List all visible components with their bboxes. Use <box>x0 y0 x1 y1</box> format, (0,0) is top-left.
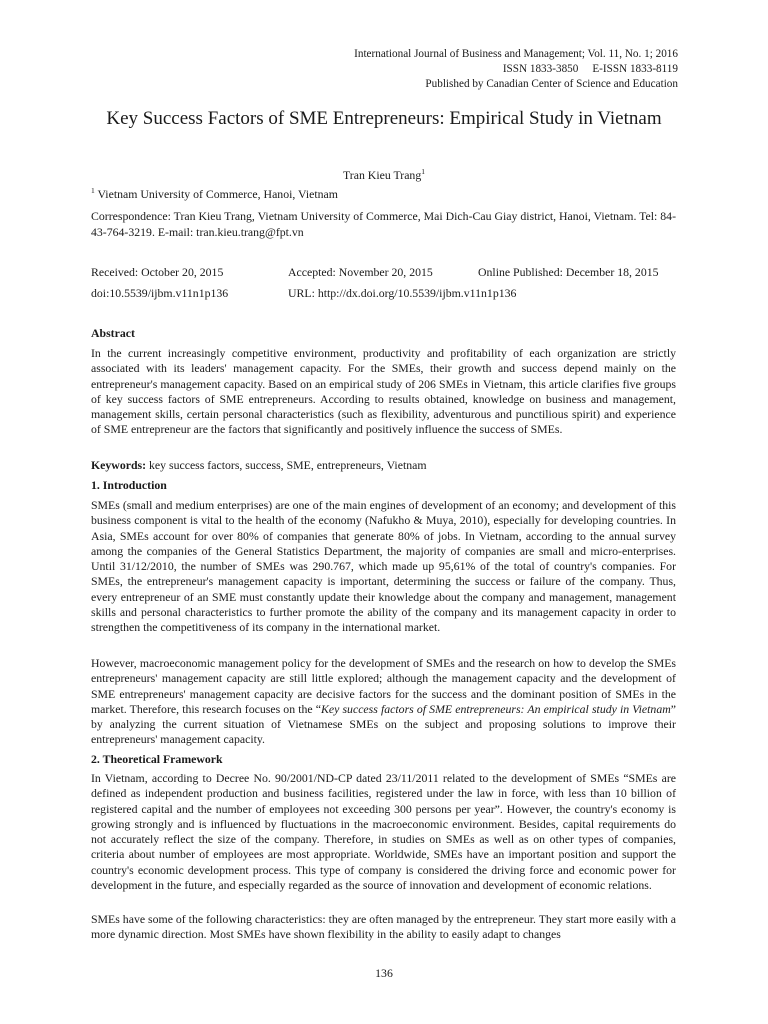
journal-citation: International Journal of Business and Management; Vol. 11, No. 1; 2016 <box>354 48 678 60</box>
keywords-label: Keywords: <box>91 458 147 472</box>
theoretical-framework-paragraph-1: In Vietnam, according to Decree No. 90/2001/ND-CP dated 23/11/2011 related to the development of SMEs “SMEs are defined as independent production and business facilities, registered under the law in force, with less than 10 billion of registered capital and the number of employees not exceeding 300 persons per year”. However, the country's economy is growing strongly and is influenced by fluctuations in the macroeconomic environment. Besides, capital requirements do not accurately reflect the size of the company. Therefore, in studies on SMEs as well as on other types of companies, criteria about number of employees are most appropriate. Worldwide, SMEs have an important position and support the country's economic development process. This type of company is considered the driving force and economic power for development in the future, and especially regarded as the source of innovation and development of economic relations. <box>91 771 676 893</box>
affiliation-text: Vietnam University of Commerce, Hanoi, Vietnam <box>97 187 338 201</box>
correspondence: Correspondence: Tran Kieu Trang, Vietnam University of Commerce, Mai Dich-Cau Giay district, Hanoi, Vietnam. Tel: 84-43-764-3219. E-mail: tran.kieu.trang@fpt.vn <box>91 209 676 239</box>
intro-p2-text: However, macroeconomic management policy for the development of SMEs and the research on how to develop the SMEs entrepreneurs' management capacity are still little explored; although the management capacity and the development of SME entrepreneurs' management capacity are decisive factors for the success and the dominant position of SMEs in the market. Therefore, this research focuses on the “ <box>91 656 676 716</box>
introduction-paragraph-2 <box>91 656 676 748</box>
doi: doi:10.5539/ijbm.v11n1p136 <box>91 286 229 300</box>
paper-title: Key Success Factors of SME Entrepreneurs: Empirical Study in Vietnam <box>106 108 662 129</box>
accepted-date: Accepted: November 20, 2015 <box>288 265 433 279</box>
theoretical-framework-heading: 2. Theoretical Framework <box>91 752 223 766</box>
intro-p2-text-end: ” by analyzing the current situation of Vietnamese SMEs on the subject and proposing solutions to improve their entrepreneurs' management capacity. <box>91 701 676 747</box>
abstract-heading: Abstract <box>91 326 135 340</box>
intro-p2-study-title: Key success factors of SME entrepreneurs: An empirical study in Vietnam <box>321 701 671 716</box>
keywords-text: key success factors, success, SME, entrepreneurs, Vietnam <box>149 458 427 472</box>
keywords <box>91 458 676 473</box>
author-name: Tran Kieu Trang <box>343 168 422 182</box>
theoretical-framework-paragraph-2: SMEs have some of the following characteristics: they are often managed by the entrepreneur. They start more easily with a more dynamic direction. Most SMEs have shown flexibility in the ability to easily adapt to changes <box>91 912 676 942</box>
journal-issn: ISSN 1833-3850 E-ISSN 1833-8119 <box>502 62 678 75</box>
article-url[interactable]: URL: http://dx.doi.org/10.5539/ijbm.v11n1p136 <box>288 286 517 300</box>
journal-publisher: Published by Canadian Center of Science and Education <box>425 77 678 90</box>
abstract-text: In the current increasingly competitive environment, productivity and profitability of each organization are strictly associated with its leaders' management capacity. For the SMEs, their growth and success depend mainly on the entrepreneur's management capacity. Based on an empirical study of 206 SMEs in Vietnam, this article clarifies five groups of key success factors of SME entrepreneurs. According to results obtained, knowledge on business and management, management skills, certain personal characteristics (such as flexibility, adventurous and punctilious spirit) and experience of SME entrepreneur are the factors that significantly and positively influence the success of SMEs. <box>91 346 676 437</box>
affiliation-superscript: 1 <box>91 186 95 196</box>
author-line <box>0 168 768 183</box>
introduction-paragraph-1: SMEs (small and medium enterprises) are one of the main engines of development of an economy; and development of this business component is vital to the health of the economy (Nafukho & Muya, 2010), especially for developing countries. In Asia, SMEs account for over 80% of companies that generate 80% of jobs. In Vietnam, according to the annual survey among the companies of the General Statistics Department, the majority of companies are small and micro-enterprises. Until 31/12/2010, the number of SMEs was 290.767, which made up 95,61% of the total of country's companies. For SMEs, the entrepreneur's management capacity is important, determining the success or failure of the company. Thus, every entrepreneur of an SME must constantly update their knowledge about the company and management, management skills and personal characteristics to further promote the ability of the company and its management capacity in order to strengthen the competitiveness of its company in the international market. <box>91 498 676 635</box>
received-date: Received: October 20, 2015 <box>91 265 224 279</box>
journal-header <box>354 47 678 91</box>
author-superscript: 1 <box>421 167 425 177</box>
page-number: 136 <box>375 966 393 980</box>
introduction-heading: 1. Introduction <box>91 478 167 492</box>
affiliation <box>91 187 338 202</box>
published-date: Online Published: December 18, 2015 <box>478 265 659 279</box>
